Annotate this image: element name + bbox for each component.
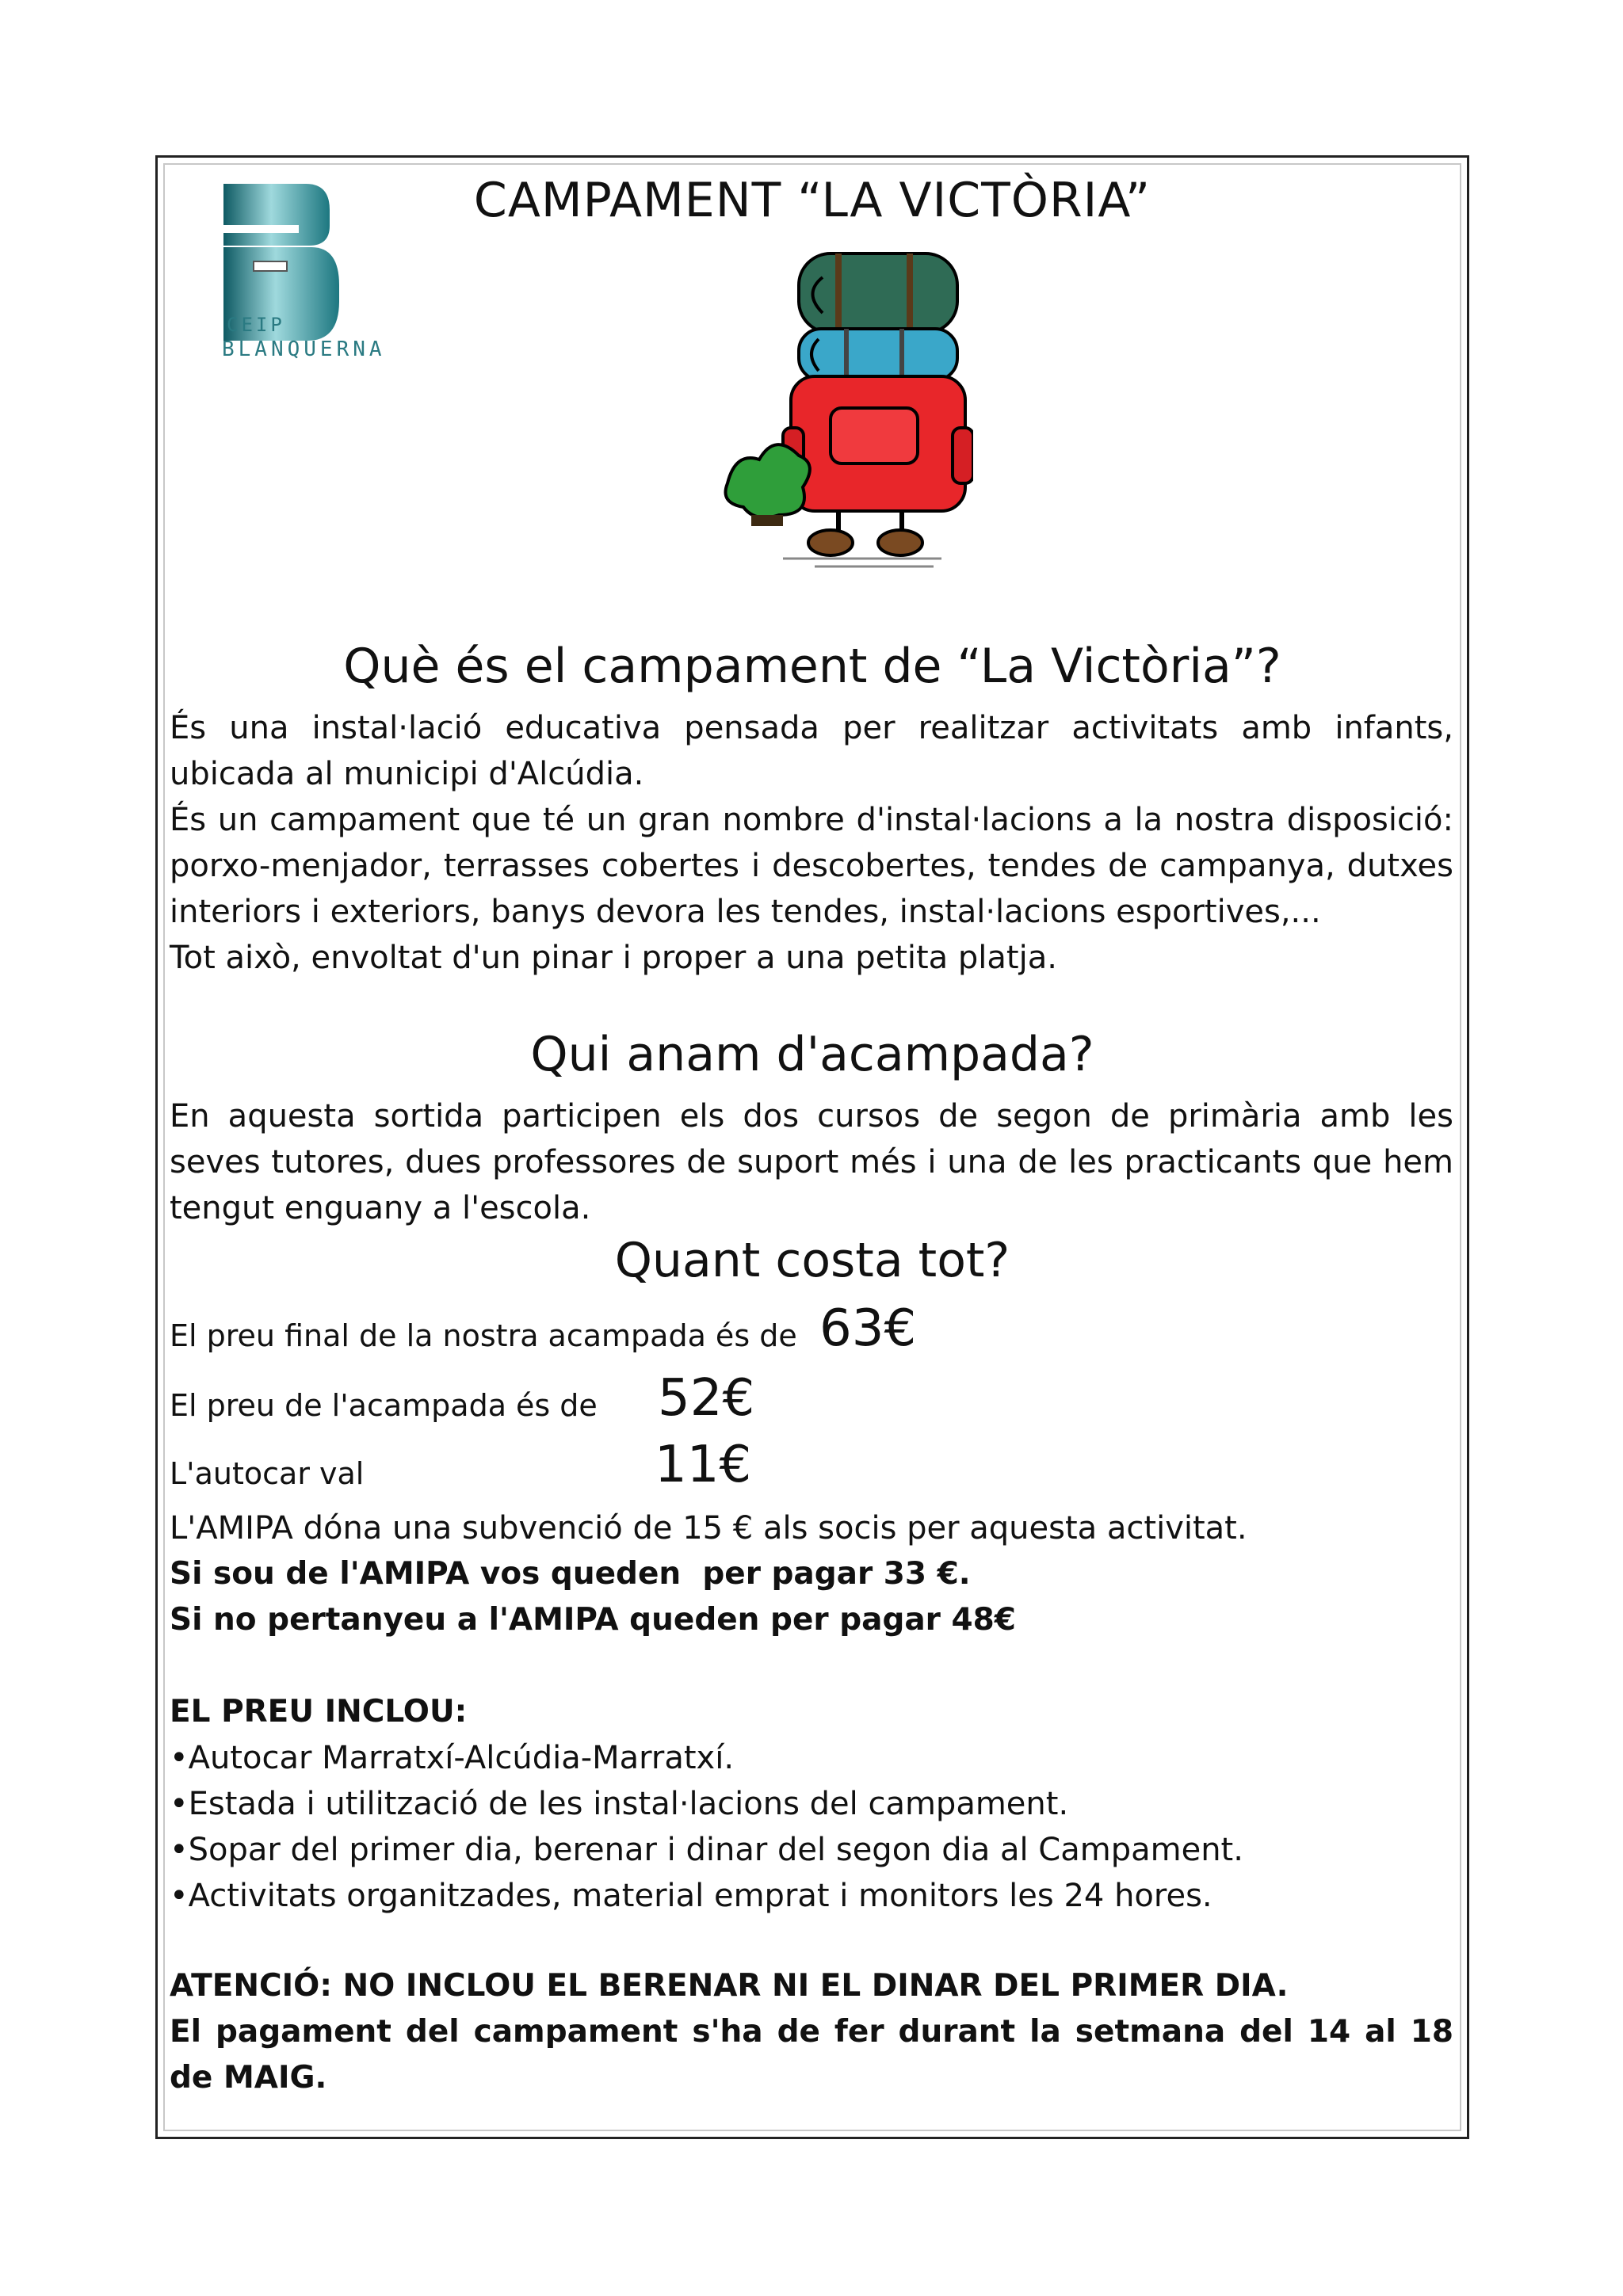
non-members-price: Si no pertanyeu a l'AMIPA queden per pagar 48€ [170, 1602, 1016, 1638]
paragraph-intro: És una instal·lació educativa pensada per realitzar activitats amb infants, ubicada al municipi d'Alcúdia. [170, 710, 1453, 792]
price-camp-label: El preu de l'acampada és de [170, 1388, 598, 1423]
includes-heading: EL PREU INCLOU: [170, 1694, 468, 1730]
paragraph-facilities: És un campament que té un gran nombre d'instal·lacions a la nostra disposició: porxo-menjador, terrasses cobertes i descobertes, tendes de campanya, dutxes interiors i exteriors, banys devora les tendes, instal·lacions esportives,... [170, 802, 1453, 930]
price-final-value: 63€ [819, 1299, 917, 1358]
heading-what-is: Què és el campament de “La Victòria”? [343, 639, 1281, 694]
backpack-illustration [720, 246, 973, 578]
subsidy-text: L'AMIPA dóna una subvenció de 15 € als socis per aquesta activitat. [170, 1510, 1247, 1547]
price-final-label: El preu final de la nostra acampada és de [170, 1318, 797, 1353]
warning-text: ATENCIÓ: NO INCLOU EL BERENAR NI EL DINAR DEL PRIMER DIA. [170, 1968, 1289, 2004]
list-item: •Activitats organitzades, material emprat i monitors les 24 hores. [170, 1878, 1212, 1914]
includes-list [170, 1735, 1453, 1919]
logo-text-ceip: CEIP [227, 314, 285, 336]
paragraph-surroundings: Tot això, envoltat d'un pinar i proper a una petita platja. [170, 940, 1057, 976]
price-bus-value: 11€ [655, 1436, 752, 1494]
page-title: CAMPAMENT “LA VICTÒRIA” [473, 173, 1151, 228]
price-camp-value: 52€ [658, 1369, 755, 1428]
heading-cost: Quant costa tot? [614, 1233, 1010, 1288]
price-bus-label: L'autocar val [170, 1456, 365, 1491]
paragraph-participants: En aquesta sortida participen els dos cursos de segon de primària amb les seves tutores, dues professores de suport més i una de les practicants que hem tengut enguany a l'escola. [170, 1098, 1453, 1226]
list-item: •Autocar Marratxí-Alcúdia-Marratxí. [170, 1740, 735, 1776]
list-item: •Estada i utilització de les instal·lacions del campament. [170, 1786, 1069, 1822]
members-price: Si sou de l'AMIPA vos queden per pagar 33 €. [170, 1556, 971, 1592]
logo-text-blanquerna: BLANQUERNA [222, 338, 386, 361]
list-item: •Sopar del primer dia, berenar i dinar del segon dia al Campament. [170, 1832, 1243, 1868]
payment-text: El pagament del campament s'ha de fer durant la setmana del 14 al 18 de MAIG. [170, 2014, 1453, 2096]
heading-who-goes: Qui anam d'acampada? [530, 1027, 1094, 1082]
